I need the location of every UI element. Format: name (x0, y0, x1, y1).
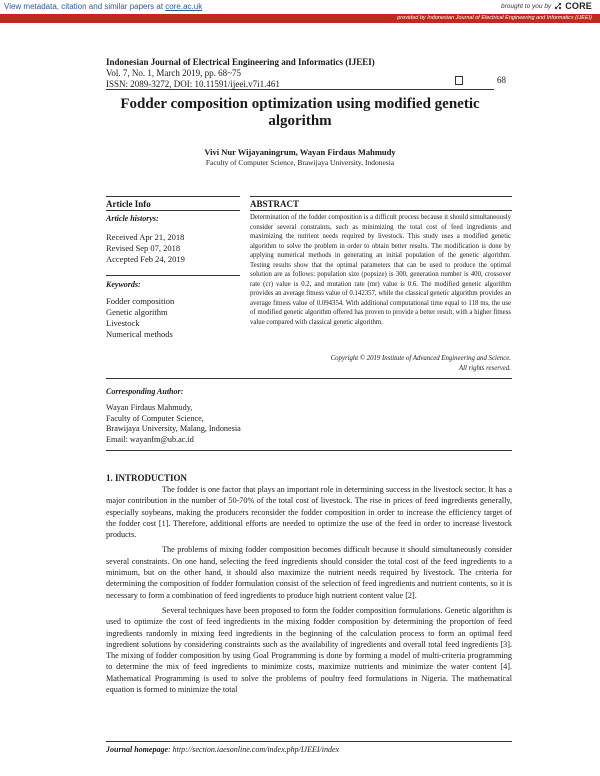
author-university: Brawijaya University, Malang, Indonesia (106, 424, 241, 433)
keywords-list (106, 296, 174, 340)
author-top-rule (106, 378, 512, 379)
corresponding-heading: Corresponding Author: (106, 387, 184, 396)
journal-header (106, 57, 375, 90)
keyword: Fodder composition (106, 296, 175, 306)
received-date: Received Apr 21, 2018 (106, 232, 185, 242)
brought-by-text: brought to you by (500, 2, 552, 10)
footer-rule (106, 741, 512, 742)
paragraph: Several techniques have been proposed to form the fodder composition formulations. Genetic algorithm is used to optimize the cost of feed ingredients in the mixing fodder composition by determining the proportion of feed ingredients randomly in mixing feed ingredients in the beginning of the calculation process to form an optimal feed ingredient solutions by considering constraints such as the availability of ingredients and overall total feed ingredients [3]. The mixing of fodder composition by using Goal Programming is done by forming a model of multi-criteria programming to determine the mix of feed ingredients to minimize costs, maximize nutrients and minimize the water content [4]. Mathematical Programming is used to solve the problems of poultry feed formulations in Nigeria. The mathematical equation is formed to minimize the total (106, 605, 512, 695)
corresponding-author (106, 403, 241, 445)
paper-title: Fodder composition optimization using modified genetic algorithm (120, 96, 480, 129)
keywords-heading: Keywords: (106, 280, 141, 289)
core-logo-icon (554, 2, 562, 10)
keyword: Livestock (106, 318, 140, 328)
author-email: Email: wayanfm@ub.ac.id (106, 434, 194, 444)
accepted-date: Accepted Feb 24, 2019 (106, 254, 185, 264)
header-rule (106, 89, 494, 90)
journal-homepage (106, 745, 339, 754)
keyword: Genetic algorithm (106, 307, 168, 317)
info-heading-rule (106, 210, 240, 211)
copyright-line: All rights reserved. (458, 365, 511, 372)
abstract-text: Determination of the fodder composition is a difficult process because it should simultaneously consider several constraints, such as minimizing the total cost of feed ingredients and maximizing the nutrient needs required by livestock. This study uses a modified genetic algorithm to solve the problem in order to obtain better results. The modification is done by applying numerical methods in generating an initial population of the genetic algorithm. Testing results show that the optimal parameters that can be used to produce the optimal solution are as follows: population size (popsize) is 300, generation number is 400, crossover rate (cr) value is 0.2, and mutation rate (mr) value is 0.6. The modified genetic algorithm provides an average fitness value of 0.142357, while the classical genetic algorithm provides an average fitness value of 0.094354. With additional computational time equal to 118 ms, the use of modified genetic algorithm offered has proven to provide a better result, with a higher fitness value compared with classical genetic algorithm. (250, 214, 511, 326)
page-marker-icon (455, 76, 463, 85)
abstract-top-rule (250, 196, 512, 197)
core-metadata-bar (0, 0, 600, 12)
section-heading: 1. INTRODUCTION (106, 473, 188, 483)
homepage-label: Journal homepage (106, 745, 169, 754)
history-heading: Article historys: (106, 214, 159, 223)
paragraph: The fodder is one factor that plays an important role in determining success in the livestock sector. It has a major contribution in the number of 50-70% of the total cost of livestock. The rise in prices of feed ingredients generally, especially soybeans, making the producers reconsider the fodder composition in order to increase the efficiency target of the fodder cost [1]. Therefore, additional efforts are needed to optimize the use of the feed in order to increase livestock products. (106, 485, 512, 540)
article-info-heading: Article Info (106, 199, 151, 209)
core-link[interactable]: core.ac.uk (165, 2, 203, 11)
copyright (250, 354, 511, 374)
paper-authors: Vivi Nur Wijayaningrum, Wayan Firdaus Mahmudy (204, 147, 396, 157)
journal-name: Indonesian Journal of Electrical Engineering and Informatics (IJEEI) (106, 57, 375, 67)
homepage-url[interactable]: : http://section.iaesonline.com/index.php/IJEEI/index (168, 745, 340, 754)
info-top-rule (106, 196, 240, 197)
author-name: Wayan Firdaus Mahmudy, (106, 403, 193, 412)
author-bottom-rule (106, 450, 512, 451)
abstract-heading: ABSTRACT (250, 199, 300, 209)
brought-by (501, 1, 592, 11)
page-number: 68 (497, 75, 506, 85)
author-affiliation: Faculty of Computer Science, Brawijaya University, Indonesia (205, 158, 395, 167)
provider-bar (0, 14, 600, 23)
paragraph: The problems of mixing fodder composition becomes difficult because it should simultaneously consider several constraints. On one hand, selecting the feed ingredients should consider the total cost of the feed ingredients to a minimum, but on the other hand, it should also maximize the nutrient needs required by livestock. The criteria for determining the composition of fodder formulation consist of the selection of feed ingredients and nutrient contents, so it is necessary to form a combination of feed ingredients to produce high nutrient content value [2]. (106, 545, 512, 600)
core-logo-text[interactable]: CORE (565, 1, 592, 11)
introduction-body (106, 484, 512, 699)
provider-text: provided by Indonesian Journal of Electrical Engineering and Informatics (IJEEI) (397, 15, 592, 21)
journal-volume: Vol. 7, No. 1, March 2019, pp. 68~75 (106, 68, 241, 78)
copyright-line: Copyright © 2019 Institute of Advanced Engineering and Science. (330, 355, 511, 362)
keyword: Numerical methods (106, 329, 173, 339)
keywords-rule (106, 275, 240, 276)
revised-date: Revised Sep 07, 2018 (106, 243, 181, 253)
author-faculty: Faculty of Computer Science, (106, 413, 204, 423)
abstract-heading-rule (250, 210, 512, 211)
journal-issn: ISSN: 2089-3272, DOI: 10.11591/ijeei.v7i1.461 (106, 79, 280, 89)
metadata-text: View metadata, citation and similar papers at (4, 2, 164, 11)
metadata-link-text (4, 2, 202, 11)
article-history (106, 232, 185, 265)
